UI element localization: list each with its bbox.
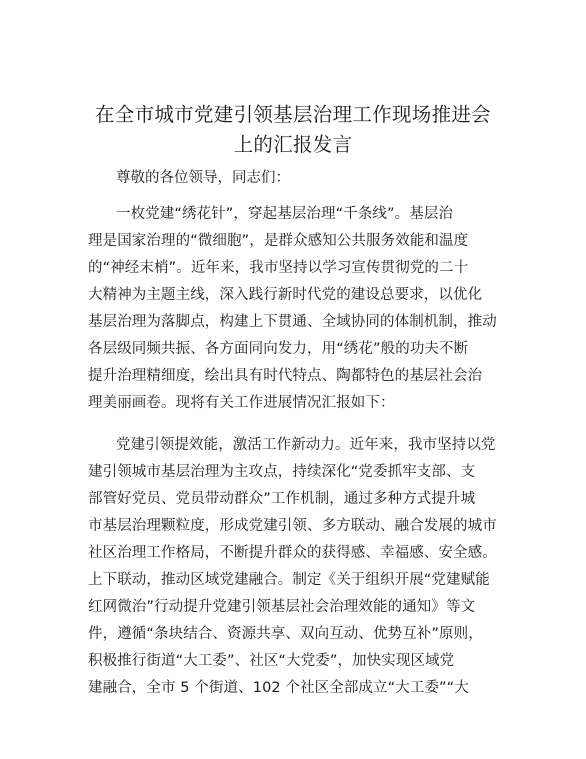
document-body bbox=[88, 201, 508, 702]
paragraph-line: 党建引领提效能，激活工作新动力。近年来，我市坚持以党 bbox=[116, 437, 496, 453]
paragraph-line: 件，遵循“条块结合、资源共享、双向互动、优势互补”原则， bbox=[88, 626, 483, 642]
paragraph-line: 提升治理精细度，绘出具有时代特点、陶都特色的基层社会治 bbox=[88, 368, 483, 384]
title-line-1: 在全市城市党建引领基层治理工作现场推进会 bbox=[94, 103, 491, 126]
paragraph-line: 积极推行街道“大工委”、社区“大党委”，加快实现区域党 bbox=[88, 653, 455, 669]
paragraph-line: 的“神经末梢”。近年来，我市坚持以学习宣传贯彻党的二十 bbox=[88, 260, 469, 276]
paragraph-line: 建引领城市基层治理为主攻点，持续深化“党委抓牢支部、支 bbox=[88, 464, 476, 480]
paragraph-line: 社区治理工作格局，不断提升群众的获得感、幸福感、安全感。 bbox=[88, 545, 497, 561]
paragraph-line: 市基层治理颗粒度，形成党建引领、多方联动、融合发展的城市 bbox=[88, 518, 497, 534]
paragraph-line: 红网微治”行动提升党建引领基层社会治理效能的通知》等文 bbox=[88, 599, 476, 615]
paragraph-line: 理是国家治理的“微细胞”，是群众感知公共服务效能和温度 bbox=[88, 233, 469, 249]
paragraph-line: 各层级同频共振、各方面同向发力，用“绣花”般的功夫不断 bbox=[88, 341, 469, 357]
paragraph-line: 理美丽画卷。现将有关工作进展情况汇报如下： bbox=[88, 395, 395, 411]
paragraph-line: 部管好党员、党员带动群众”工作机制，通过多种方式提升城 bbox=[88, 491, 476, 507]
paragraph-line: 上下联动，推动区域党建融合。制定《关于组织开展“党建赋能 bbox=[88, 572, 490, 588]
title-line-2: 上的汇报发言 bbox=[233, 133, 353, 156]
paragraph-line: 基层治理为落脚点，构建上下贯通、全域协同的体制机制，推动 bbox=[88, 314, 497, 330]
paragraph-1 bbox=[88, 201, 508, 417]
document-title bbox=[70, 100, 516, 160]
paragraph-2 bbox=[88, 432, 508, 702]
paragraph-line: 建融合，全市 5 个街道、102 个社区全部成立“大工委”“大 bbox=[88, 680, 469, 696]
paragraph-line: 大精神为主题主线，深入践行新时代党的建设总要求，以优化 bbox=[88, 287, 483, 303]
paragraph-line: 一枚党建“绣花针”，穿起基层治理“千条线”。基层治 bbox=[116, 206, 454, 222]
salutation: 尊敬的各位领导，同志们： bbox=[116, 170, 290, 186]
